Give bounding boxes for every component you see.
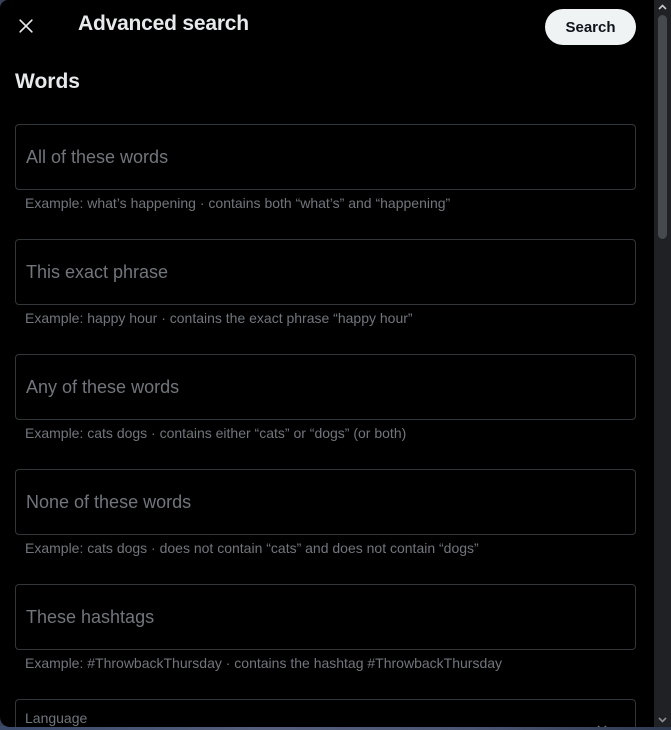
- language-label: Language: [25, 710, 88, 726]
- scrollbar[interactable]: [654, 0, 671, 727]
- close-button[interactable]: [8, 8, 44, 44]
- scrollbar-thumb[interactable]: [658, 15, 667, 239]
- dialog-header: [0, 0, 654, 53]
- exact-phrase-hint: Example: happy hour · contains the exact phrase “happy hour”: [25, 310, 413, 326]
- any-words-field[interactable]: [15, 354, 636, 420]
- hashtags-input[interactable]: [16, 585, 635, 649]
- section-title-words: Words: [15, 70, 80, 93]
- exact-phrase-field[interactable]: [15, 239, 636, 305]
- none-words-input[interactable]: [16, 470, 635, 534]
- none-words-hint: Example: cats dogs · does not contain “cats” and does not contain “dogs”: [25, 540, 479, 556]
- search-button[interactable]: Search: [545, 9, 636, 45]
- all-words-input[interactable]: [16, 125, 635, 189]
- any-words-input[interactable]: [16, 355, 635, 419]
- hashtags-hint: Example: #ThrowbackThursday · contains the hashtag #ThrowbackThursday: [25, 655, 503, 671]
- exact-phrase-input[interactable]: [16, 240, 635, 304]
- language-select[interactable]: [15, 699, 636, 727]
- chevron-down-icon: [596, 722, 608, 727]
- any-words-hint: Example: cats dogs · contains either “cats” or “dogs” (or both): [25, 425, 407, 441]
- close-icon: [16, 16, 36, 36]
- chevron-down-icon: [658, 717, 667, 723]
- all-words-hint: Example: what’s happening · contains both “what’s” and “happening”: [25, 195, 451, 211]
- scroll-up-button[interactable]: [654, 0, 671, 14]
- hashtags-field[interactable]: [15, 584, 636, 650]
- all-words-field[interactable]: [15, 124, 636, 190]
- scroll-down-button[interactable]: [654, 713, 671, 727]
- none-words-field[interactable]: [15, 469, 636, 535]
- page-title: Advanced search: [78, 12, 249, 35]
- chevron-up-icon: [658, 4, 667, 10]
